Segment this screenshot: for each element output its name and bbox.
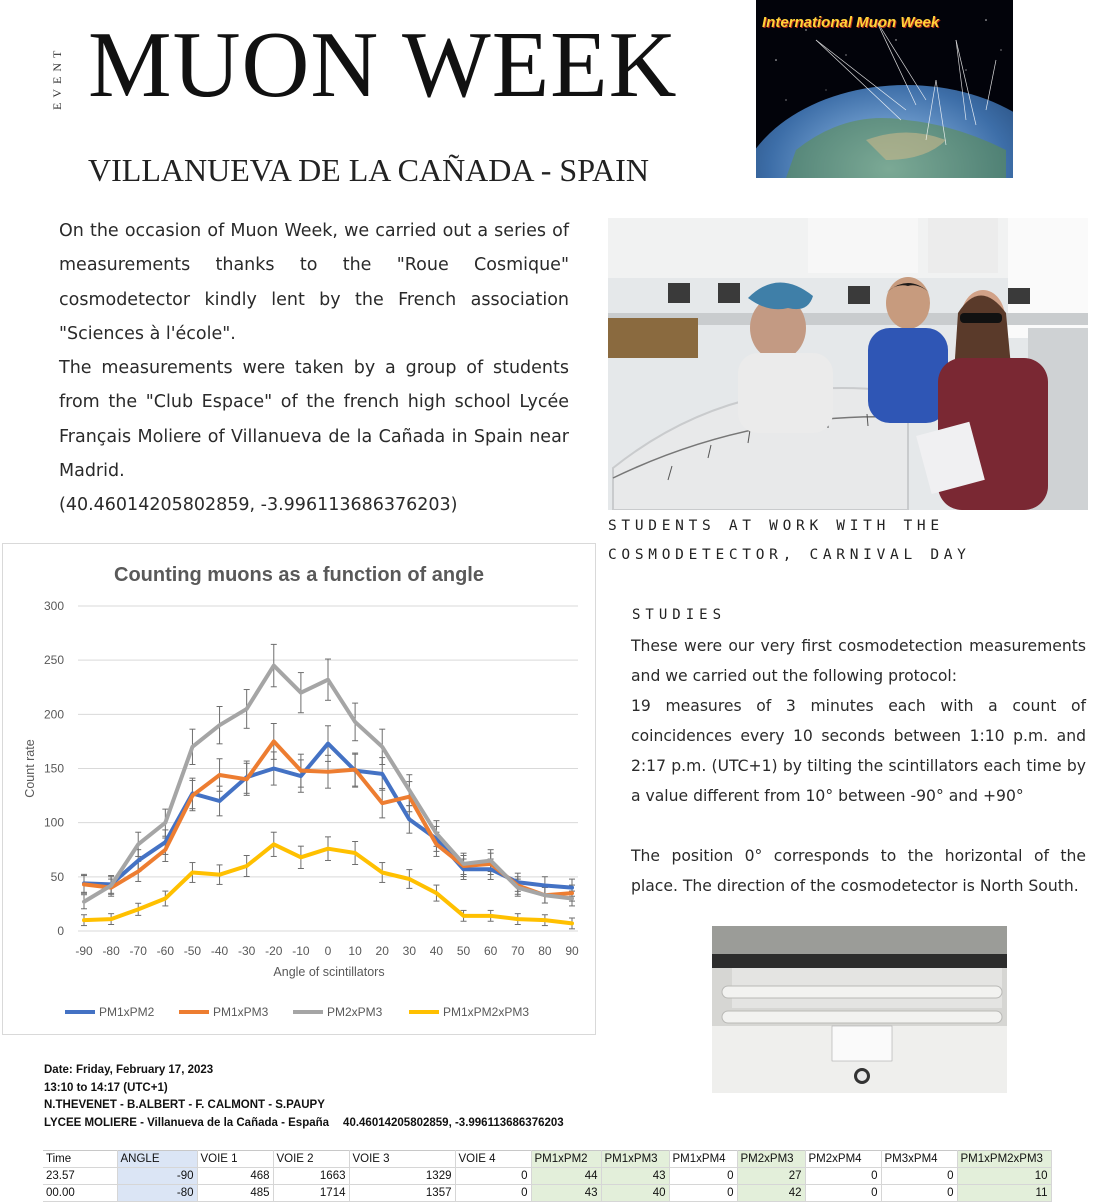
x-tick-label: -40 <box>210 944 229 958</box>
intro-text <box>59 214 569 523</box>
x-tick-label: 70 <box>511 944 525 958</box>
data-point-PM1xPM2 <box>218 800 221 803</box>
data-point-PM1xPM2xPM3 <box>218 873 221 876</box>
intro-paragraph-1: On the occasion of Muon Week, we carried out a series of measurements thanks to the "Roue Cosmique" cosmodetector kindly lent by the French association "Sciences à l'école". <box>59 221 569 344</box>
table-cell: 43 <box>531 1185 601 1202</box>
y-tick-label: 200 <box>43 707 64 722</box>
data-point-PM1xPM3 <box>381 802 384 805</box>
data-point-PM1xPM2 <box>137 859 140 862</box>
table-row <box>43 1168 1051 1185</box>
table-cell: 0 <box>669 1185 737 1202</box>
data-point-PM1xPM2xPM3 <box>83 919 86 922</box>
x-tick-label: 0 <box>324 944 332 958</box>
studies-paragraph-3: The position 0° corresponds to the horizontal of the place. The direction of the cosmodetector is North South. <box>631 847 1086 895</box>
data-point-PM1xPM2xPM3 <box>354 852 357 855</box>
data-point-PM1xPM3 <box>83 883 86 886</box>
data-point-PM1xPM3 <box>164 848 167 851</box>
data-point-PM1xPM2xPM3 <box>272 843 275 846</box>
x-tick-label: -60 <box>156 944 175 958</box>
muon-week-poster-image <box>756 0 1013 178</box>
muon-chart-svg <box>3 544 595 1034</box>
legend-label: PM1xPM2 <box>99 1005 155 1019</box>
data-point-PM1xPM3 <box>435 843 438 846</box>
table-header-cell: PM2xPM3 <box>737 1151 805 1168</box>
y-tick-label: 100 <box>43 815 64 830</box>
data-point-PM2xPM3 <box>516 886 519 889</box>
table-cell: 1357 <box>349 1185 455 1202</box>
table-cell: 0 <box>805 1185 881 1202</box>
table-cell: 40 <box>601 1185 669 1202</box>
data-point-PM1xPM2xPM3 <box>571 922 574 925</box>
table-cell: 44 <box>531 1168 601 1185</box>
x-tick-label: 20 <box>375 944 389 958</box>
table-cell: 0 <box>881 1185 957 1202</box>
studies-paragraph-1: These were our very first cosmodetection measurements and we carried out the following protocol: <box>631 637 1086 685</box>
x-tick-label: -50 <box>183 944 202 958</box>
meta-date: Date: Friday, February 17, 2023 <box>44 1064 214 1076</box>
data-point-PM1xPM3 <box>354 768 357 771</box>
data-point-PM1xPM2xPM3 <box>110 918 113 921</box>
data-point-PM2xPM3 <box>137 843 140 846</box>
x-tick-label: -30 <box>237 944 256 958</box>
table-header-row <box>43 1151 1051 1168</box>
data-point-PM2xPM3 <box>435 832 438 835</box>
table-cell: 468 <box>197 1168 273 1185</box>
intro-paragraph-2: The measurements were taken by a group of students from the "Club Espace" of the french high school Lycée Français Moliere of Villanueva de la Cañada in Spain near Madrid. <box>59 358 569 482</box>
x-tick-label: -20 <box>265 944 283 958</box>
meta-authors: N.THEVENET - B.ALBERT - F. CALMONT - S.PAUPY <box>44 1099 325 1111</box>
data-point-PM1xPM2xPM3 <box>516 918 519 921</box>
x-tick-label: -80 <box>102 944 120 958</box>
table-cell: 42 <box>737 1185 805 1202</box>
x-tick-label: 30 <box>402 944 417 958</box>
page-subtitle: VILLANUEVA DE LA CAÑADA - SPAIN <box>88 152 649 188</box>
data-point-PM2xPM3 <box>381 745 384 748</box>
studies-heading: STUDIES <box>632 607 727 623</box>
data-point-PM1xPM3 <box>327 770 330 773</box>
table-header-cell: VOIE 1 <box>197 1151 273 1168</box>
data-point-PM1xPM3 <box>272 740 275 743</box>
data-point-PM2xPM3 <box>327 678 330 681</box>
data-point-PM1xPM2xPM3 <box>408 878 411 881</box>
legend-label: PM2xPM3 <box>327 1005 383 1019</box>
y-tick-label: 0 <box>57 924 64 938</box>
data-point-PM1xPM3 <box>571 892 574 895</box>
table-cell: 1329 <box>349 1168 455 1185</box>
photo-caption-line-1: STUDENTS AT WORK WITH THE <box>608 518 944 534</box>
x-tick-label: 80 <box>538 944 552 958</box>
table-cell: 0 <box>455 1185 531 1202</box>
meta-school: LYCEE MOLIERE - Villanueva de la Cañada - España <box>44 1116 330 1129</box>
table-header-cell: ANGLE <box>117 1151 197 1168</box>
data-point-PM1xPM2xPM3 <box>327 847 330 850</box>
table-cell: 27 <box>737 1168 805 1185</box>
table-cell: 43 <box>601 1168 669 1185</box>
data-point-PM2xPM3 <box>272 664 275 667</box>
photo-caption <box>608 512 1078 570</box>
table-cell: 0 <box>455 1168 531 1185</box>
data-point-PM1xPM3 <box>245 778 248 781</box>
data-point-PM1xPM2xPM3 <box>381 871 384 874</box>
y-tick-label: 150 <box>43 761 64 776</box>
cosmodetector-photo <box>712 926 1007 1093</box>
data-point-PM1xPM2xPM3 <box>435 892 438 895</box>
data-point-PM1xPM2xPM3 <box>462 914 465 917</box>
table-header-cell: PM1xPM2xPM3 <box>957 1151 1051 1168</box>
event-label-box <box>30 30 90 110</box>
table-cell: -80 <box>117 1185 197 1202</box>
event-label: EVENT <box>50 45 64 110</box>
data-point-PM1xPM2 <box>571 886 574 889</box>
data-point-PM1xPM2xPM3 <box>543 919 546 922</box>
y-tick-label: 250 <box>43 653 64 668</box>
x-tick-label: 60 <box>483 944 498 958</box>
data-point-PM1xPM2 <box>489 868 492 871</box>
data-point-PM1xPM3 <box>137 870 140 873</box>
x-tick-label: -90 <box>75 944 93 958</box>
page-title: MUON WEEK <box>88 13 678 117</box>
table-cell: 11 <box>957 1185 1051 1202</box>
table-header-cell: VOIE 4 <box>455 1151 531 1168</box>
poster-title: International Muon Week <box>762 14 940 31</box>
x-tick-label: -70 <box>129 944 147 958</box>
data-point-PM2xPM3 <box>83 900 86 903</box>
data-point-PM2xPM3 <box>191 745 194 748</box>
data-point-PM1xPM2 <box>408 818 411 821</box>
x-tick-label: 90 <box>565 944 579 958</box>
table-cell: 0 <box>669 1168 737 1185</box>
data-point-PM1xPM3 <box>218 774 221 777</box>
legend-label: PM1xPM2xPM3 <box>443 1005 530 1019</box>
table-header-cell: VOIE 3 <box>349 1151 455 1168</box>
table-header-cell: PM1xPM4 <box>669 1151 737 1168</box>
data-point-PM1xPM2 <box>327 742 330 745</box>
table-header-cell: VOIE 2 <box>273 1151 349 1168</box>
y-tick-label: 300 <box>43 599 64 613</box>
table-row <box>43 1185 1051 1202</box>
data-point-PM1xPM2xPM3 <box>299 856 302 859</box>
data-point-PM1xPM2 <box>381 772 384 775</box>
studies-text <box>631 631 1086 901</box>
table-cell: 00.00 <box>43 1185 117 1202</box>
data-point-PM1xPM2 <box>543 884 546 887</box>
data-point-PM1xPM2 <box>462 868 465 871</box>
table-cell: 23.57 <box>43 1168 117 1185</box>
chart-title: Counting muons as a function of angle <box>114 564 484 586</box>
meta-coordinates: 40.46014205802859, -3.996113686376203 <box>343 1116 564 1129</box>
x-tick-label: 50 <box>456 944 471 958</box>
photo-caption-line-2: COSMODETECTOR, CARNIVAL DAY <box>608 547 971 563</box>
x-tick-label: -10 <box>292 944 310 958</box>
data-point-PM2xPM3 <box>462 862 465 865</box>
legend-label: PM1xPM3 <box>213 1005 269 1019</box>
table-header-cell: PM3xPM4 <box>881 1151 957 1168</box>
data-point-PM1xPM2xPM3 <box>191 871 194 874</box>
table-cell: 0 <box>805 1168 881 1185</box>
data-point-PM2xPM3 <box>110 884 113 887</box>
classroom-photo <box>608 218 1088 510</box>
data-point-PM2xPM3 <box>489 859 492 862</box>
table-cell: -90 <box>117 1168 197 1185</box>
data-point-PM1xPM2xPM3 <box>137 908 140 911</box>
data-point-PM1xPM2xPM3 <box>245 865 248 868</box>
table-cell: 485 <box>197 1185 273 1202</box>
table-cell: 0 <box>881 1168 957 1185</box>
data-point-PM1xPM3 <box>299 769 302 772</box>
data-point-PM2xPM3 <box>571 897 574 900</box>
data-point-PM2xPM3 <box>245 707 248 710</box>
cosmodetector-illustration <box>712 926 1007 1093</box>
data-point-PM1xPM2 <box>272 767 275 770</box>
data-point-PM2xPM3 <box>408 789 411 792</box>
data-point-PM1xPM3 <box>408 795 411 798</box>
table-cell: 1714 <box>273 1185 349 1202</box>
data-point-PM2xPM3 <box>299 691 302 694</box>
measurement-table <box>43 1150 1052 1202</box>
data-point-PM2xPM3 <box>218 724 221 727</box>
table-header-cell: Time <box>43 1151 117 1168</box>
table-cell: 10 <box>957 1168 1051 1185</box>
data-point-PM1xPM2xPM3 <box>164 897 167 900</box>
table-header-cell: PM1xPM3 <box>601 1151 669 1168</box>
data-point-PM1xPM2xPM3 <box>489 914 492 917</box>
y-axis-label: Count rate <box>23 739 37 798</box>
students-with-cosmodetector-illustration <box>608 218 1088 510</box>
table-header-cell: PM2xPM4 <box>805 1151 881 1168</box>
data-point-PM2xPM3 <box>543 894 546 897</box>
x-axis-label: Angle of scintillators <box>273 965 385 979</box>
muon-chart <box>2 543 596 1035</box>
data-point-PM2xPM3 <box>354 720 357 723</box>
intro-coordinates: (40.46014205802859, -3.996113686376203) <box>59 495 458 516</box>
table-cell: 1663 <box>273 1168 349 1185</box>
data-point-PM1xPM2 <box>299 775 302 778</box>
data-point-PM2xPM3 <box>164 821 167 824</box>
studies-paragraph-2: 19 measures of 3 minutes each with a count of coincidences every 10 seconds between 1:10 p.m. and 2:17 p.m. (UTC+1) by tilting the scintillators each time by a value different from 10° between -90° and +90° <box>631 697 1086 805</box>
x-tick-label: 10 <box>348 944 362 958</box>
meta-school-line <box>44 1115 564 1133</box>
y-tick-label: 50 <box>50 869 64 884</box>
x-tick-label: 40 <box>429 944 444 958</box>
meta-time: 13:10 to 14:17 (UTC+1) <box>44 1081 168 1094</box>
measurement-meta <box>44 1062 564 1132</box>
table-header-cell: PM1xPM2 <box>531 1151 601 1168</box>
data-point-PM1xPM3 <box>191 794 194 797</box>
